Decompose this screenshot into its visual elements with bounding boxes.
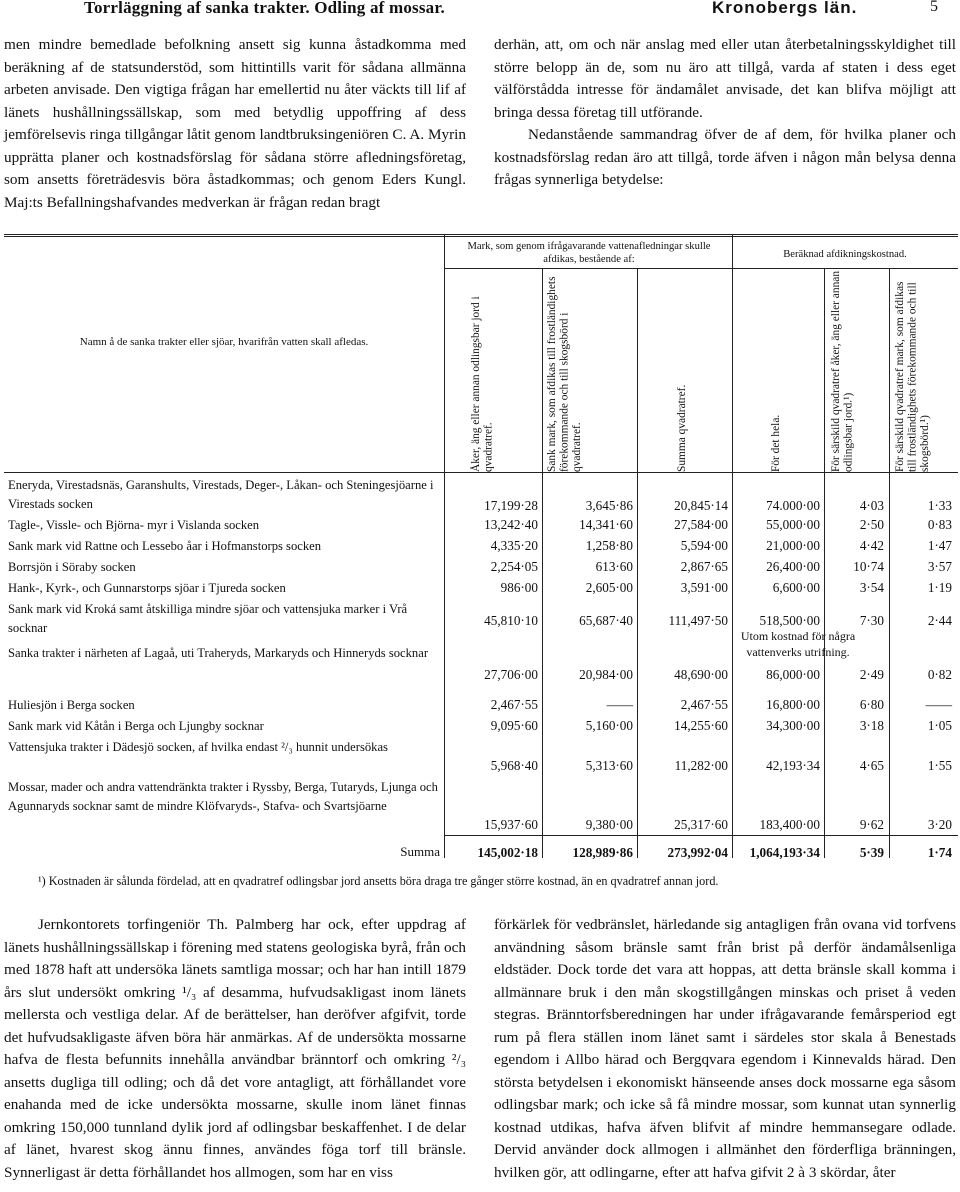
row-value: 7·30 [859,613,884,628]
row-value: 4,335·20 [490,538,538,553]
row-value: 2,467·55 [680,697,728,712]
page-number: 5 [930,0,938,15]
row-value: 3,645·86 [585,498,633,513]
row-value: 86,000·00 [766,667,820,682]
top-right-paragraphs [494,34,956,192]
col-header-per-mark: För särskild qvadratref mark, som afdikas till frostländighets förekommande och till skogsbörd.¹) [894,281,931,472]
row-name: Hank-, Kyrk-, och Gunnarstorps sjöar i Tjureda socken [8,581,286,595]
col-header-name: Namn å de sanka trakter eller sjöar, hvarifrån vatten skall afledas. [79,336,369,348]
row-name: Sanka trakter i närheten af Lagaå, uti Traheryds, Markaryds och Hinneryds socknar [8,646,429,660]
row-value: 2·49 [859,667,884,682]
group-header-cost: Beräknad afdikningskostnad. [783,249,907,260]
row-value: 183,400·00 [759,817,820,832]
row-name: Tagle-, Vissle- och Björna- myr i Vislanda socken [8,518,260,532]
row-value: 5,313·60 [585,758,633,773]
top-left-paragraph [4,34,466,214]
row-value: 2,867·65 [680,559,728,574]
row-value: 0·83 [927,517,952,532]
row-value: 16,800·00 [766,697,820,712]
row-value: 518,500·00 [759,613,820,628]
col-header-det-hela: För det hela. [770,414,782,472]
row-value: 11,282·00 [674,758,728,773]
col-header-per-aker: För särskild qvadratref åker, äng eller annan odlingsbar jord.¹) [830,270,855,472]
group-header-mark: Mark, som genom ifrågavarande vattenafledningar skulle afdikas, bestående af: [467,241,711,265]
row-name: Vattensjuka trakter i Dädesjö socken, af hvilka endast ²/₃ hunnit undersökas [8,740,388,754]
row-value: 2·44 [927,613,952,628]
row-value: 1·05 [927,718,952,733]
row-note: Utom kostnad för några vattenverks utrifning. [740,629,856,659]
row-name: Huliesjön i Berga socken [8,698,135,712]
row-value: 25,317·60 [674,817,728,832]
bottom-left-paragraph [4,914,466,1184]
footnote: ¹) Kostnaden är sålunda fördelad, att en qvadratref odlingsbar jord ansetts böra draga tre gånger större kostnad, än en qvadratref annan jord. [38,874,719,888]
sum-value: 1·74 [927,845,952,860]
header-title: Torrläggning af sanka trakter. Odling af mossar. [84,0,445,17]
paragraph-text: men mindre bemedlade befolkning ansett sig kunna åstadkomma med beräkning af de statsunderstöd, som hittintills varit för sådana allmänna arbeten anvisade. Den vigtiga frågan har emellertid nu åter väckts till lif af länets hushållningssällskap, som med betydlig uppoffring af dess jemförelsevis ringa tillgångar låtit genom landtbruksingeniören C. A. Myrin upprätta planer och kostnadsförslag för sådana större afledningsföretag, som ansetts företrädesvis böra åstadkommas; och genom Eders Kungl. Maj:ts Befallningshafvandes medverkan är frågan redan bragt [4,36,466,211]
row-value: —— [925,697,952,712]
row-name: Borrsjön i Söraby socken [8,560,136,574]
row-value: 2·50 [859,517,884,532]
row-value: 15,937·60 [484,817,538,832]
row-value: 986·00 [500,580,538,595]
row-value: 1·47 [927,538,952,553]
row-value: 27,706·00 [484,667,538,682]
row-value: 6·80 [859,697,884,712]
row-value: 1,258·80 [585,538,633,553]
row-value: 26,400·00 [766,559,820,574]
row-value: 74.000·00 [766,498,820,513]
row-value: 20,845·14 [674,498,728,513]
row-value: 5,160·00 [585,718,633,733]
sum-value: 5·39 [859,845,884,860]
row-value: 17,199·28 [484,498,538,513]
row-value: 45,810·10 [484,613,538,628]
row-value: 20,984·00 [579,667,633,682]
row-value: 2,605·00 [585,580,633,595]
col-header-summa: Summa qvadratref. [676,384,688,472]
row-value: 3,591·00 [680,580,728,595]
sum-value: 273,992·04 [667,845,728,860]
row-name: Sank mark vid Kroká samt åtskilliga mindre sjöar och vattensjuka marker i Vrå socknar [8,602,408,635]
row-value: 9,380·00 [585,817,633,832]
paragraph-text: derhän, att, om och när anslag med eller utan återbetalningsskyldighet till större belopp än de, som nu äro att tillgå, varda af staten i dess eget välförstådda intresse för ändamålet anvisade, det kan blifva möjligt att bringa dessa företag till utförande. [494,36,956,121]
row-value: 9·62 [859,817,884,832]
row-value: 3·57 [927,559,952,574]
row-value: 1·55 [927,758,952,773]
row-name: Sank mark vid Kåtån i Berga och Ljungby socknar [8,719,264,733]
row-value: 613·60 [595,559,633,574]
row-value: 34,300·00 [766,718,820,733]
row-value: 55,000·00 [766,517,820,532]
col-header-sank-mark: Sank mark, som afdikas till frostländighets förekommande och till skogsbörd i qvadratref. [546,276,583,472]
sum-value: 128,989·86 [572,845,633,860]
sum-value: 145,002·18 [477,845,538,860]
row-value: 10·74 [853,559,884,574]
row-value: 6,600·00 [772,580,820,595]
row-value: 3·18 [859,718,884,733]
bottom-right-paragraph [494,914,956,1184]
row-value: 5,968·40 [490,758,538,773]
row-value: 1·33 [927,498,952,513]
row-value: 14,255·60 [674,718,728,733]
row-name: Eneryda, Virestadsnäs, Garanshults, Virestads, Deger-, Låkan- och Steningesjöarne i Virestads socken [8,478,434,511]
row-value: 2,254·05 [490,559,538,574]
row-name: Sank mark vid Rattne och Lessebo åar i Hofmanstorps socken [8,539,322,553]
row-value: 1·19 [927,580,952,595]
row-value: 4·42 [859,538,884,553]
row-value: 27,584·00 [674,517,728,532]
row-value: 48,690·00 [674,667,728,682]
row-value: 4·03 [859,498,884,513]
row-value: 3·54 [859,580,884,595]
row-value: 0·82 [927,667,952,682]
col-header-aker: Åker, äng eller annan odlingsbar jord i qvadratref. [470,296,495,472]
header-county: Kronobergs län. [712,0,858,17]
row-value: 9,095·60 [490,718,538,733]
page-header [0,0,960,22]
paragraph-text: Jernkontorets torfingeniör Th. Palmberg har ock, efter uppdrag af länets hushållningssällskap i förening med statens geologiska byrå, från och med 1878 haft att undersöka länets samtliga mossar; och har han intill 1879 års slut undersökt omkring ¹/₃ af desamma, hufvudsakligast inom länets mellersta och vestliga delar. Af de berättelser, han deröfver afgifvit, torde det hufvudsakligaste äfven böra här anmärkas. Af de undersökta mossarne hafva de flesta befunnits innehålla användbar bränntorf och omkring ²/₃ ansetts dugliga till odling; och då det vore antagligt, att förhållandet vore enahanda med de icke undersökta mossarne, skulle inom länet finnas omkring 150,000 tunnland dylik jord af odlingsbar beskaffenhet. I de delar af länet, hvarest skog ännu finnes, användes föga torf till bränsle. Synnerligast är detta förhållandet hos allmogen, som har en viss [4,916,466,1181]
row-value: 14,341·60 [579,517,633,532]
row-value: 3·20 [927,817,952,832]
row-value: 21,000·00 [766,538,820,553]
row-value: 4·65 [859,758,884,773]
row-value: 13,242·40 [484,517,538,532]
drainage-table [4,234,958,858]
row-value: 2,467·55 [490,697,538,712]
paragraph-text: Nedanstående sammandrag öfver de af dem, för hvilka planer och kostnadsförslag redan äro att tillgå, torde äfven i någon mån belysa denna frågas synnerliga betydelse: [494,126,956,188]
sum-value: 1,064,193·34 [749,845,820,860]
sum-label: Summa [400,844,440,859]
paragraph-text: förkärlek för vedbränslet, härledande sig antagligen från ovana vid torfvens användning såsom bränsle samt från brist på derför ändamålsenliga eldstäder. Dock torde det vara att hoppas, att detta bränsle skall komma i allmännare bruk i den mån skogstillgången minskas och priset å veden stegras. Bränntorfsberedningen har under ifrågavarande femårsperiod egt rum på flera ställen inom länet samt i särdeles stor skala å Benestads egendom i Allbo härad och Bergqvara egendom i Kinnevalds härad. Den största betydelsen i ekonomiskt hänseende anses dock mossarne ega såsom odlingsbar mark; och icke så få mindre mossar, som kunnat utan synnerlig kostnad utdikas, hafva äfven blifvit af mindre hemmansegare odlade. Dervid använder dock allmogen i allmänhet den förderfliga bränningen, hvilken gör, att odlingarne, efter att hafva gifvit 2 à 3 skördar, åter [494,916,956,1181]
row-value: 111,497·50 [668,613,728,628]
row-value: 5,594·00 [680,538,728,553]
row-value: 42,193·34 [766,758,820,773]
row-value: —— [606,697,633,712]
row-name: Mossar, mader och andra vattendränkta trakter i Ryssby, Berga, Tutaryds, Ljunga och Agunnaryds socknar samt de mindre Klöfvaryds-, Stafva- och Svartsjöarne [8,780,438,813]
row-value: 65,687·40 [579,613,633,628]
